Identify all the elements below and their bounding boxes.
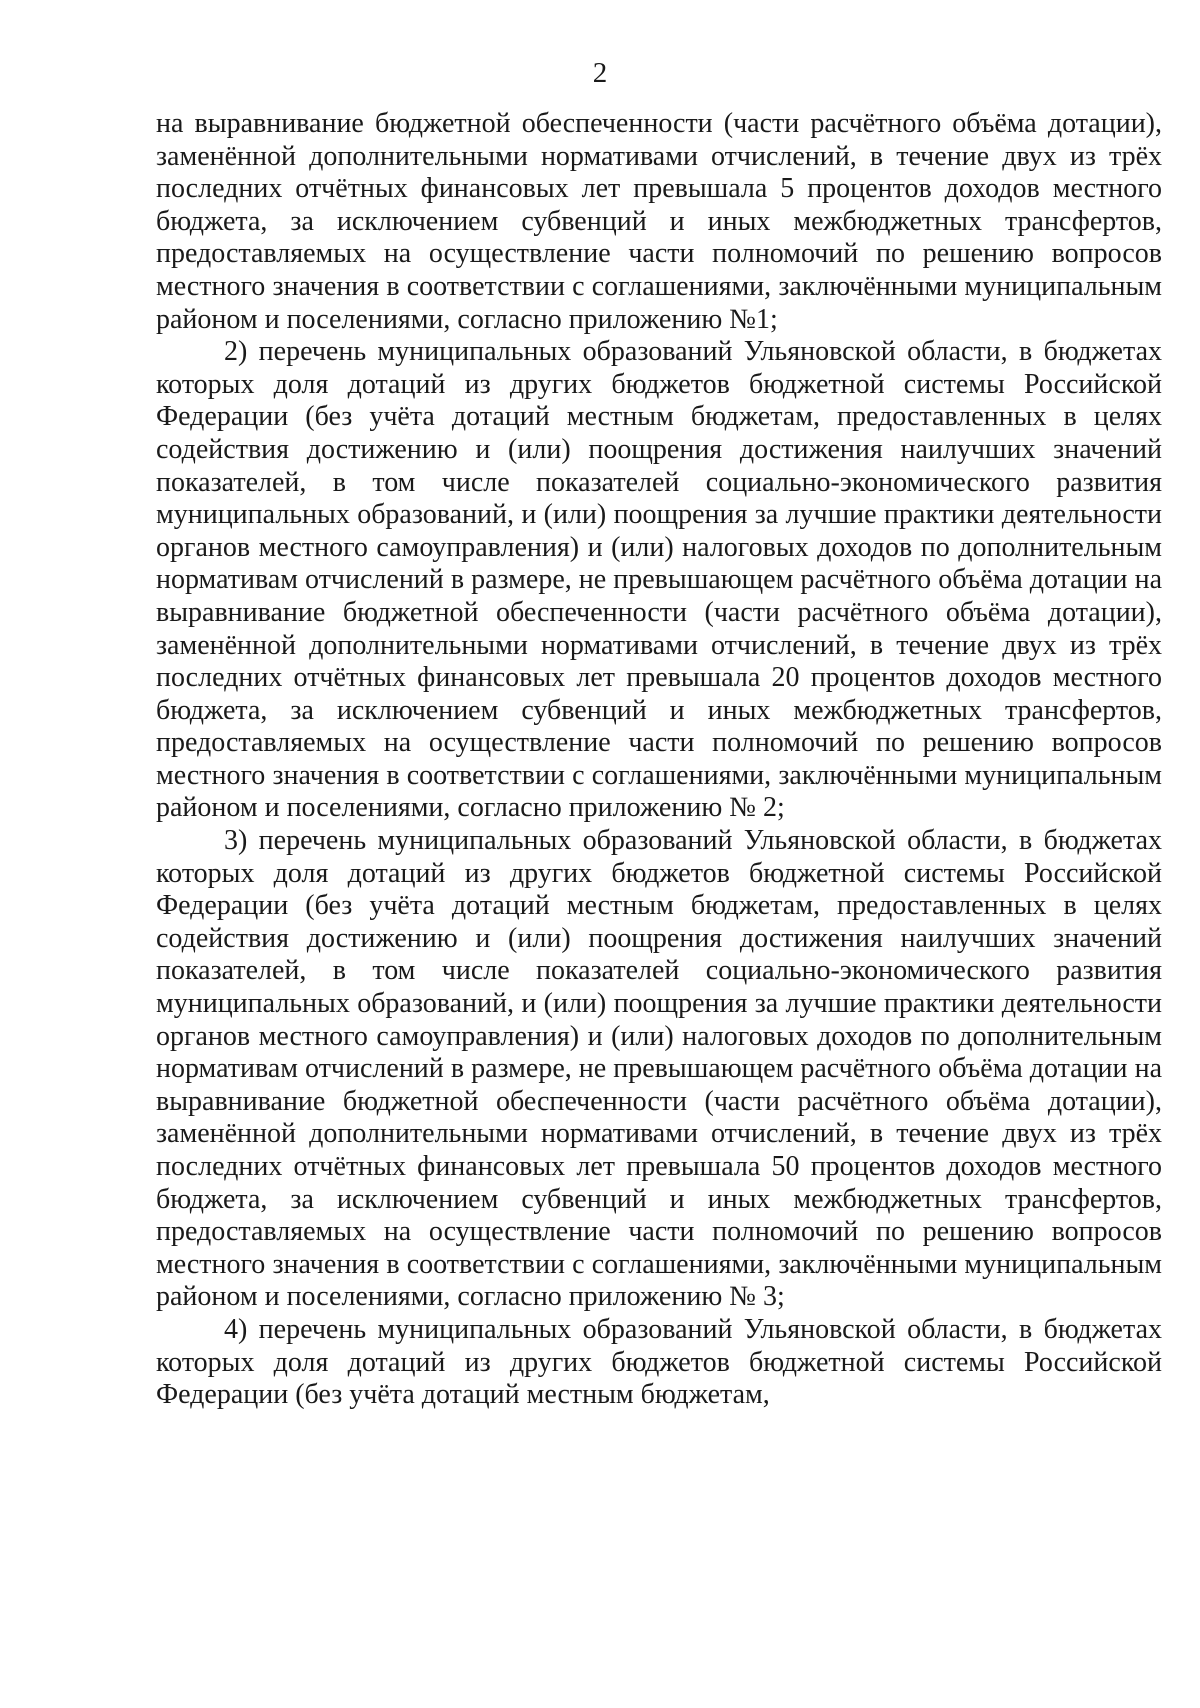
paragraph-item-3: 3) перечень муниципальных образований Ульяновской области, в бюджетах которых доля дотаций из других бюджетов бюджетной системы Российской Федерации (без учёта дотаций местным бюджетам, предоставленных в целях содействия достижению и (или) поощрения достижения наилучших значений показателей, в том числе показателей социально-экономического развития муниципальных образований, и (или) поощрения за лучшие практики деятельности органов местного самоуправления) и (или) налоговых доходов по дополнительным нормативам отчислений в размере, не превышающем расчётного объёма дотации на выравнивание бюджетной обеспеченности (части расчётного объёма дотации), заменённой дополнительными нормативами отчислений, в течение двух из трёх последних отчётных финансовых лет превышала 50 процентов доходов местного бюджета, за исключением субвенций и иных межбюджетных трансфертов, предоставляемых на осуществление части полномочий по решению вопросов местного значения в соответствии с соглашениями, заключёнными муниципальным районом и поселениями, согласно приложению № 3; [156, 825, 1162, 1313]
paragraph-continuation: на выравнивание бюджетной обеспеченности (части расчётного объёма дотации), заменённой дополнительными нормативами отчислений, в течение двух из трёх последних отчётных финансовых лет превышала 5 процентов доходов местного бюджета, за исключением субвенций и иных межбюджетных трансфертов, предоставляемых на осуществление части полномочий по решению вопросов местного значения в соответствии с соглашениями, заключёнными муниципальным районом и поселениями, согласно приложению №1; [156, 108, 1162, 335]
paragraph-item-2: 2) перечень муниципальных образований Ульяновской области, в бюджетах которых доля дотаций из других бюджетов бюджетной системы Российской Федерации (без учёта дотаций местным бюджетам, предоставленных в целях содействия достижению и (или) поощрения достижения наилучших значений показателей, в том числе показателей социально-экономического развития муниципальных образований, и (или) поощрения за лучшие практики деятельности органов местного самоуправления) и (или) налоговых доходов по дополнительным нормативам отчислений в размере, не превышающем расчётного объёма дотации на выравнивание бюджетной обеспеченности (части расчётного объёма дотации), заменённой дополнительными нормативами отчислений, в течение двух из трёх последних отчётных финансовых лет превышала 20 процентов доходов местного бюджета, за исключением субвенций и иных межбюджетных трансфертов, предоставляемых на осуществление части полномочий по решению вопросов местного значения в соответствии с соглашениями, заключёнными муниципальным районом и поселениями, согласно приложению № 2; [156, 336, 1162, 824]
document-body [156, 108, 1162, 1412]
paragraph-item-4: 4) перечень муниципальных образований Ульяновской области, в бюджетах которых доля дотаций из других бюджетов бюджетной системы Российской Федерации (без учёта дотаций местным бюджетам, [156, 1313, 1162, 1411]
page-number: 2 [592, 57, 608, 89]
